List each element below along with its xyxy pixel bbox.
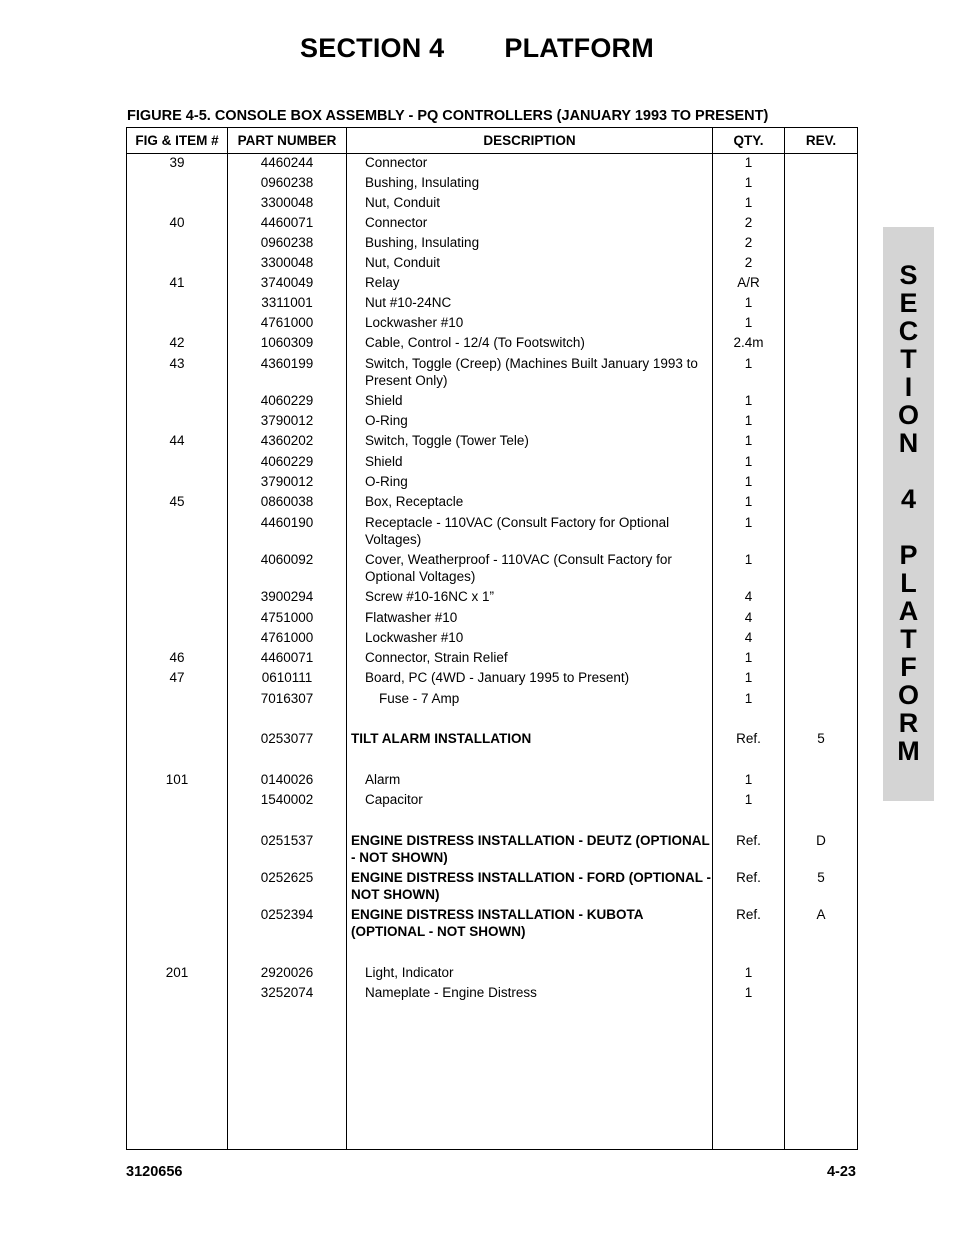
qty-cell: 4 — [744, 610, 753, 625]
fig-item-cell: 39 — [169, 155, 185, 170]
part-number-cell: 0252394 — [260, 907, 314, 922]
table-row — [127, 964, 857, 984]
description-cell: Board, PC (4WD - January 1995 to Present) — [365, 670, 630, 685]
qty-cell: 1 — [744, 413, 753, 428]
fig-item-cell: 40 — [169, 215, 185, 230]
table-row — [127, 609, 857, 629]
part-number-cell: 4460071 — [260, 215, 314, 230]
description-cell: Flatwasher #10 — [365, 610, 458, 625]
rev-cell: A — [816, 907, 826, 922]
section-number: SECTION 4 — [300, 33, 445, 63]
part-number-cell: 4460071 — [260, 650, 314, 665]
part-number-cell: 3300048 — [260, 255, 314, 270]
part-number-cell: 4751000 — [260, 610, 314, 625]
figure-title: FIGURE 4-5. CONSOLE BOX ASSEMBLY - PQ CONTROLLERS (JANUARY 1993 TO PRESENT) — [127, 108, 769, 124]
table-row — [127, 649, 857, 669]
side-tab-letter: T — [900, 624, 917, 654]
part-number-cell: 4360202 — [260, 433, 314, 448]
description-cell: Connector — [365, 155, 428, 170]
side-tab-letter: N — [898, 428, 919, 458]
part-number-cell: 4060229 — [260, 393, 314, 408]
section-heading — [0, 33, 954, 64]
side-tab-letter — [883, 457, 934, 485]
part-number-cell: 0610111 — [261, 670, 313, 685]
qty-cell: 4 — [744, 589, 753, 604]
description-cell: Bushing, Insulating — [365, 175, 480, 190]
side-tab-letter: I — [904, 372, 913, 402]
part-number-cell: 3311001 — [261, 295, 313, 310]
table-row — [127, 771, 857, 791]
qty-cell: 1 — [744, 691, 753, 706]
table-row — [127, 791, 857, 832]
table-row — [127, 551, 857, 588]
description-cell: Alarm — [365, 772, 401, 787]
table-row — [127, 214, 857, 234]
table-row — [127, 588, 857, 609]
qty-cell: Ref. — [736, 833, 761, 848]
description-cell: Relay — [365, 275, 400, 290]
part-number-cell: 4060092 — [260, 552, 314, 567]
qty-cell: 1 — [744, 772, 753, 787]
qty-cell: 1 — [744, 650, 753, 665]
description-cell: Connector, Strain Relief — [365, 650, 508, 665]
table-row — [127, 355, 857, 392]
side-tab-letter: P — [899, 540, 918, 570]
rev-cell: 5 — [817, 731, 825, 746]
fig-item-cell: 43 — [169, 356, 185, 371]
part-number-cell: 0960238 — [260, 235, 314, 250]
table-row — [127, 314, 857, 334]
table-row — [127, 294, 857, 314]
side-tab-letter — [883, 513, 934, 541]
qty-cell: Ref. — [736, 731, 761, 746]
fig-item-cell: 44 — [169, 433, 185, 448]
qty-cell: 2 — [744, 235, 753, 250]
header-description: DESCRIPTION — [483, 133, 576, 148]
side-tab-letter: O — [897, 400, 919, 430]
section-name: PLATFORM — [504, 33, 654, 63]
qty-cell: 2.4m — [733, 335, 764, 350]
qty-cell: 1 — [744, 155, 753, 170]
description-cell: O-Ring — [365, 413, 408, 428]
description-cell: ENGINE DISTRESS INSTALLATION - FORD (OPTIONAL - NOT SHOWN) — [351, 870, 711, 902]
description-cell: TILT ALARM INSTALLATION — [351, 731, 532, 746]
part-number-cell: 3740049 — [260, 275, 314, 290]
table-row — [127, 906, 857, 964]
part-number-cell: 4460190 — [260, 515, 314, 530]
part-number-cell: 3900294 — [260, 589, 314, 604]
table-row — [127, 869, 857, 906]
description-cell: Screw #10-16NC x 1” — [365, 589, 495, 604]
table-row — [127, 334, 857, 355]
description-cell: Bushing, Insulating — [365, 235, 480, 250]
description-cell: Switch, Toggle (Creep) (Machines Built January 1993 to Present Only) — [365, 356, 698, 388]
table-row — [127, 174, 857, 194]
table-row — [127, 453, 857, 473]
side-tab-letters — [883, 261, 934, 765]
description-cell: ENGINE DISTRESS INSTALLATION - DEUTZ (OPTIONAL - NOT SHOWN) — [351, 833, 710, 865]
table-row — [127, 730, 857, 771]
header-fig-item: FIG & ITEM # — [135, 133, 219, 148]
qty-cell: 1 — [744, 315, 753, 330]
table-row — [127, 392, 857, 412]
table-body — [127, 154, 857, 1004]
side-tab-letter: L — [900, 568, 917, 598]
description-cell: Lockwasher #10 — [365, 315, 464, 330]
part-number-cell: 4060229 — [260, 454, 314, 469]
qty-cell: 1 — [744, 433, 753, 448]
rev-cell: 5 — [817, 870, 825, 885]
fig-item-cell: 46 — [169, 650, 185, 665]
side-tab-letter: A — [898, 596, 919, 626]
part-number-cell: 1060309 — [260, 335, 314, 350]
part-number-cell: 1540002 — [260, 792, 314, 807]
fig-item-cell: 45 — [169, 494, 185, 509]
description-cell: Cable, Control - 12/4 (To Footswitch) — [365, 335, 585, 350]
table-row — [127, 154, 857, 174]
description-cell: Lockwasher #10 — [365, 630, 464, 645]
qty-cell: 1 — [744, 494, 753, 509]
qty-cell: 1 — [744, 195, 753, 210]
side-tab-letter: 4 — [900, 484, 917, 514]
part-number-cell: 3790012 — [260, 413, 314, 428]
side-tab-letter: F — [900, 652, 917, 682]
table-row — [127, 669, 857, 690]
side-tab-letter: R — [898, 708, 919, 738]
part-number-cell: 7016307 — [260, 691, 314, 706]
document-number: 3120656 — [126, 1164, 183, 1180]
qty-cell: 1 — [744, 393, 753, 408]
table-header — [127, 128, 857, 154]
table-row — [127, 514, 857, 551]
qty-cell: 1 — [744, 515, 753, 530]
qty-cell: 1 — [744, 965, 753, 980]
table-row — [127, 274, 857, 294]
description-cell: Fuse - 7 Amp — [379, 691, 460, 706]
qty-cell: 1 — [744, 295, 753, 310]
qty-cell: 1 — [744, 552, 753, 567]
table-row — [127, 473, 857, 493]
fig-item-cell: 101 — [165, 772, 189, 787]
part-number-cell: 0960238 — [260, 175, 314, 190]
side-tab-letter: O — [897, 680, 919, 710]
part-number-cell: 0251537 — [260, 833, 314, 848]
parts-table — [126, 127, 858, 1150]
qty-cell: 4 — [744, 630, 753, 645]
table-row — [127, 432, 857, 453]
description-cell: Nut, Conduit — [365, 195, 441, 210]
qty-cell: 2 — [744, 255, 753, 270]
table-row — [127, 234, 857, 254]
side-tab-letter: T — [900, 344, 917, 374]
header-qty: QTY. — [733, 133, 764, 148]
description-cell: Cover, Weatherproof - 110VAC (Consult Factory for Optional Voltages) — [365, 552, 672, 584]
part-number-cell: 3790012 — [260, 474, 314, 489]
qty-cell: 1 — [744, 792, 753, 807]
part-number-cell: 4761000 — [260, 630, 314, 645]
description-cell: Shield — [365, 454, 403, 469]
part-number-cell: 3252074 — [260, 985, 314, 1000]
qty-cell: Ref. — [736, 907, 761, 922]
side-tab-letter: E — [899, 288, 918, 318]
fig-item-cell: 41 — [169, 275, 185, 290]
part-number-cell: 4460244 — [260, 155, 314, 170]
qty-cell: 1 — [744, 670, 753, 685]
fig-item-cell: 47 — [169, 670, 185, 685]
description-cell: Connector — [365, 215, 428, 230]
section-side-tab — [883, 227, 934, 801]
description-cell: Nut #10-24NC — [365, 295, 452, 310]
fig-item-cell: 201 — [165, 965, 189, 980]
fig-item-cell: 42 — [169, 335, 185, 350]
qty-cell: A/R — [737, 275, 760, 290]
description-cell: Box, Receptacle — [365, 494, 464, 509]
table-row — [127, 690, 857, 730]
part-number-cell: 0253077 — [260, 731, 314, 746]
qty-cell: Ref. — [736, 870, 761, 885]
table-row — [127, 832, 857, 869]
header-part-number: PART NUMBER — [237, 133, 337, 148]
description-cell: ENGINE DISTRESS INSTALLATION - KUBOTA (OPTIONAL - NOT SHOWN) — [351, 907, 643, 939]
description-cell: Capacitor — [365, 792, 423, 807]
table-row — [127, 194, 857, 214]
description-cell: O-Ring — [365, 474, 408, 489]
part-number-cell: 0252625 — [260, 870, 314, 885]
side-tab-letter: M — [897, 736, 920, 766]
header-rev: REV. — [805, 133, 837, 148]
part-number-cell: 3300048 — [260, 195, 314, 210]
page-number: 4-23 — [826, 1164, 856, 1180]
description-cell: Shield — [365, 393, 403, 408]
table-row — [127, 254, 857, 274]
part-number-cell: 2920026 — [260, 965, 314, 980]
qty-cell: 1 — [744, 356, 753, 371]
qty-cell: 1 — [744, 985, 753, 1000]
rev-cell: D — [816, 833, 826, 848]
side-tab-letter: S — [899, 260, 918, 290]
qty-cell: 2 — [744, 215, 753, 230]
side-tab-letter: C — [898, 316, 919, 346]
table-row — [127, 629, 857, 649]
qty-cell: 1 — [744, 454, 753, 469]
part-number-cell: 0860038 — [260, 494, 314, 509]
part-number-cell: 4761000 — [260, 315, 314, 330]
table-row — [127, 493, 857, 514]
description-cell: Receptacle - 110VAC (Consult Factory for Optional Voltages) — [365, 515, 670, 547]
description-cell: Switch, Toggle (Tower Tele) — [365, 433, 529, 448]
part-number-cell: 0140026 — [260, 772, 314, 787]
table-row — [127, 984, 857, 1004]
description-cell: Nut, Conduit — [365, 255, 441, 270]
table-row — [127, 412, 857, 432]
description-cell: Nameplate - Engine Distress — [365, 985, 537, 1000]
part-number-cell: 4360199 — [260, 356, 314, 371]
description-cell: Light, Indicator — [365, 965, 454, 980]
qty-cell: 1 — [744, 474, 753, 489]
qty-cell: 1 — [744, 175, 753, 190]
